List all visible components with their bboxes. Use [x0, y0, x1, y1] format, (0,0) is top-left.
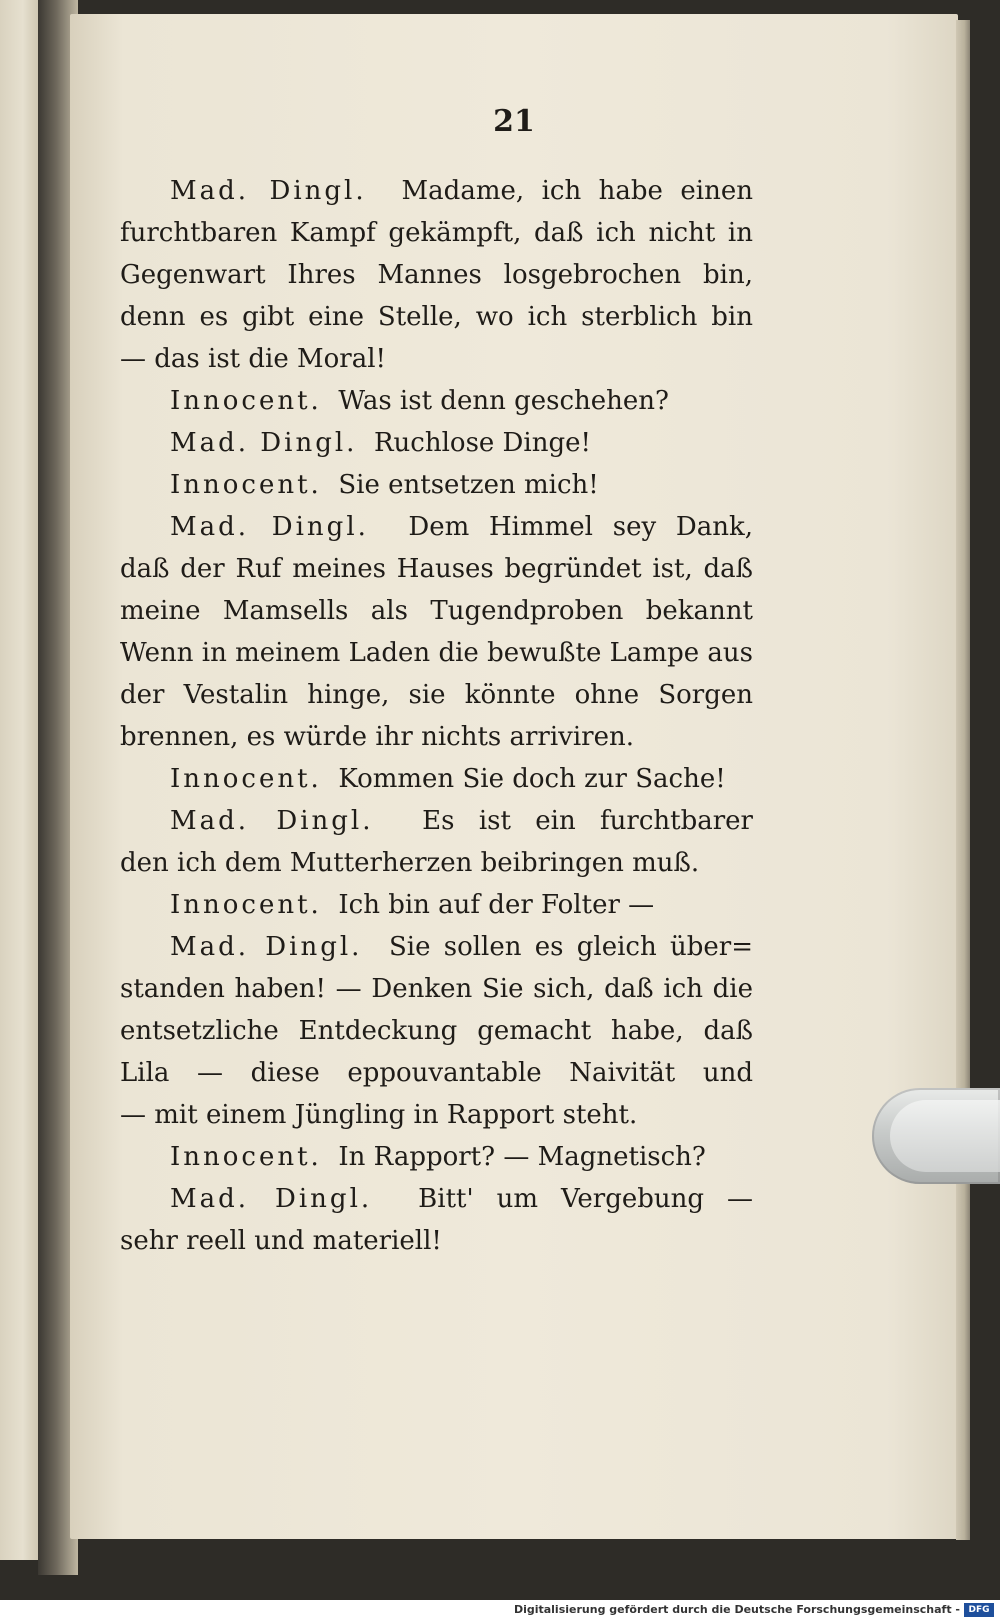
- line-text: standen haben! — Denken Sie sich, daß ich die: [120, 974, 753, 1004]
- speaker-name: Innocent.: [170, 890, 322, 920]
- line-text: Kommen Sie doch zur Sache!: [338, 764, 726, 794]
- text-line: [120, 254, 753, 296]
- text-line: [120, 296, 753, 338]
- text-line: [120, 674, 753, 716]
- text-line: [120, 1094, 753, 1136]
- text-line: [120, 170, 753, 212]
- speaker-name: Innocent.: [170, 1142, 322, 1172]
- text-line: [120, 842, 753, 884]
- text-line: [120, 716, 753, 758]
- line-text: daß der Ruf meines Hauses begründet ist, daß: [120, 554, 753, 584]
- text-line: [120, 1136, 753, 1178]
- speaker-name: Mad. Dingl.: [170, 428, 358, 458]
- text-line: [120, 422, 753, 464]
- text-line: [120, 884, 753, 926]
- text-line: [120, 506, 753, 548]
- line-text: Es ist ein furchtbarer: [422, 806, 753, 836]
- text-line: [120, 1052, 753, 1094]
- dfg-logo-icon: DFG: [964, 1603, 994, 1617]
- text-line: [120, 338, 753, 380]
- text-line: [120, 926, 753, 968]
- text-line: [120, 758, 753, 800]
- page-body-text: [120, 170, 753, 1262]
- line-text: Sie sollen es gleich über=: [388, 932, 753, 962]
- text-line: [120, 464, 753, 506]
- speaker-name: Innocent.: [170, 386, 322, 416]
- text-line: [120, 212, 753, 254]
- line-text: meine Mamsells als Tugendproben bekannt: [120, 596, 753, 626]
- funding-credit: Digitalisierung gefördert durch die Deutsche Forschungsgemeinschaft -: [513, 1603, 960, 1616]
- page-stack-edge: [956, 20, 970, 1540]
- speaker-name: Innocent.: [170, 470, 322, 500]
- line-text: den ich dem Mutterherzen beibringen muß.: [120, 848, 700, 878]
- line-text: brennen, es würde ihr nichts arriviren.: [120, 722, 635, 752]
- line-text: der Vestalin hinge, sie könnte ohne Sorgen: [120, 680, 753, 710]
- line-text: Madame, ich habe einen: [401, 176, 753, 206]
- text-line: [120, 800, 753, 842]
- line-text: furchtbaren Kampf gekämpft, daß ich nicht in: [120, 218, 753, 248]
- speaker-name: Mad. Dingl.: [170, 806, 374, 836]
- line-text: Gegenwart Ihres Mannes losgebrochen bin,: [120, 260, 753, 290]
- line-text: Ich bin auf der Folter —: [338, 890, 655, 920]
- text-line: [120, 1220, 753, 1262]
- speaker-name: Innocent.: [170, 764, 322, 794]
- speaker-name: Mad. Dingl.: [170, 932, 363, 962]
- line-text: Was ist denn geschehen?: [338, 386, 669, 416]
- text-line: [120, 632, 753, 674]
- text-line: [120, 1010, 753, 1052]
- line-text: Ruchlose Dinge!: [373, 428, 591, 458]
- text-line: [120, 968, 753, 1010]
- speaker-name: Mad. Dingl.: [170, 1184, 373, 1214]
- previous-page-edge: [0, 0, 38, 1560]
- text-line: [120, 548, 753, 590]
- speaker-name: Mad. Dingl.: [170, 512, 369, 542]
- line-text: entsetzliche Entdeckung gemacht habe, daß: [120, 1016, 753, 1046]
- text-line: [120, 380, 753, 422]
- line-text: Bitt' um Vergebung —: [418, 1184, 753, 1214]
- line-text: Lila — diese eppouvantable Naivität und: [120, 1058, 753, 1088]
- text-line: [120, 1178, 753, 1220]
- line-text: In Rapport? — Magnetisch?: [338, 1142, 706, 1172]
- line-text: Sie entsetzen mich!: [338, 470, 599, 500]
- line-text: — mit einem Jüngling in Rapport steht.: [120, 1100, 638, 1130]
- line-text: sehr reell und materiell!: [120, 1226, 442, 1256]
- line-text: Dem Himmel sey Dank,: [408, 512, 753, 542]
- speaker-name: Mad. Dingl.: [170, 176, 367, 206]
- digitization-footer: [0, 1600, 1000, 1621]
- page-number: 21: [493, 104, 535, 139]
- text-line: [120, 590, 753, 632]
- line-text: denn es gibt eine Stelle, wo ich sterblich bin: [120, 302, 753, 332]
- page-clip-highlight: [890, 1100, 1000, 1172]
- line-text: Wenn in meinem Laden die bewußte Lampe aus: [120, 638, 753, 668]
- line-text: — das ist die Moral!: [120, 344, 386, 374]
